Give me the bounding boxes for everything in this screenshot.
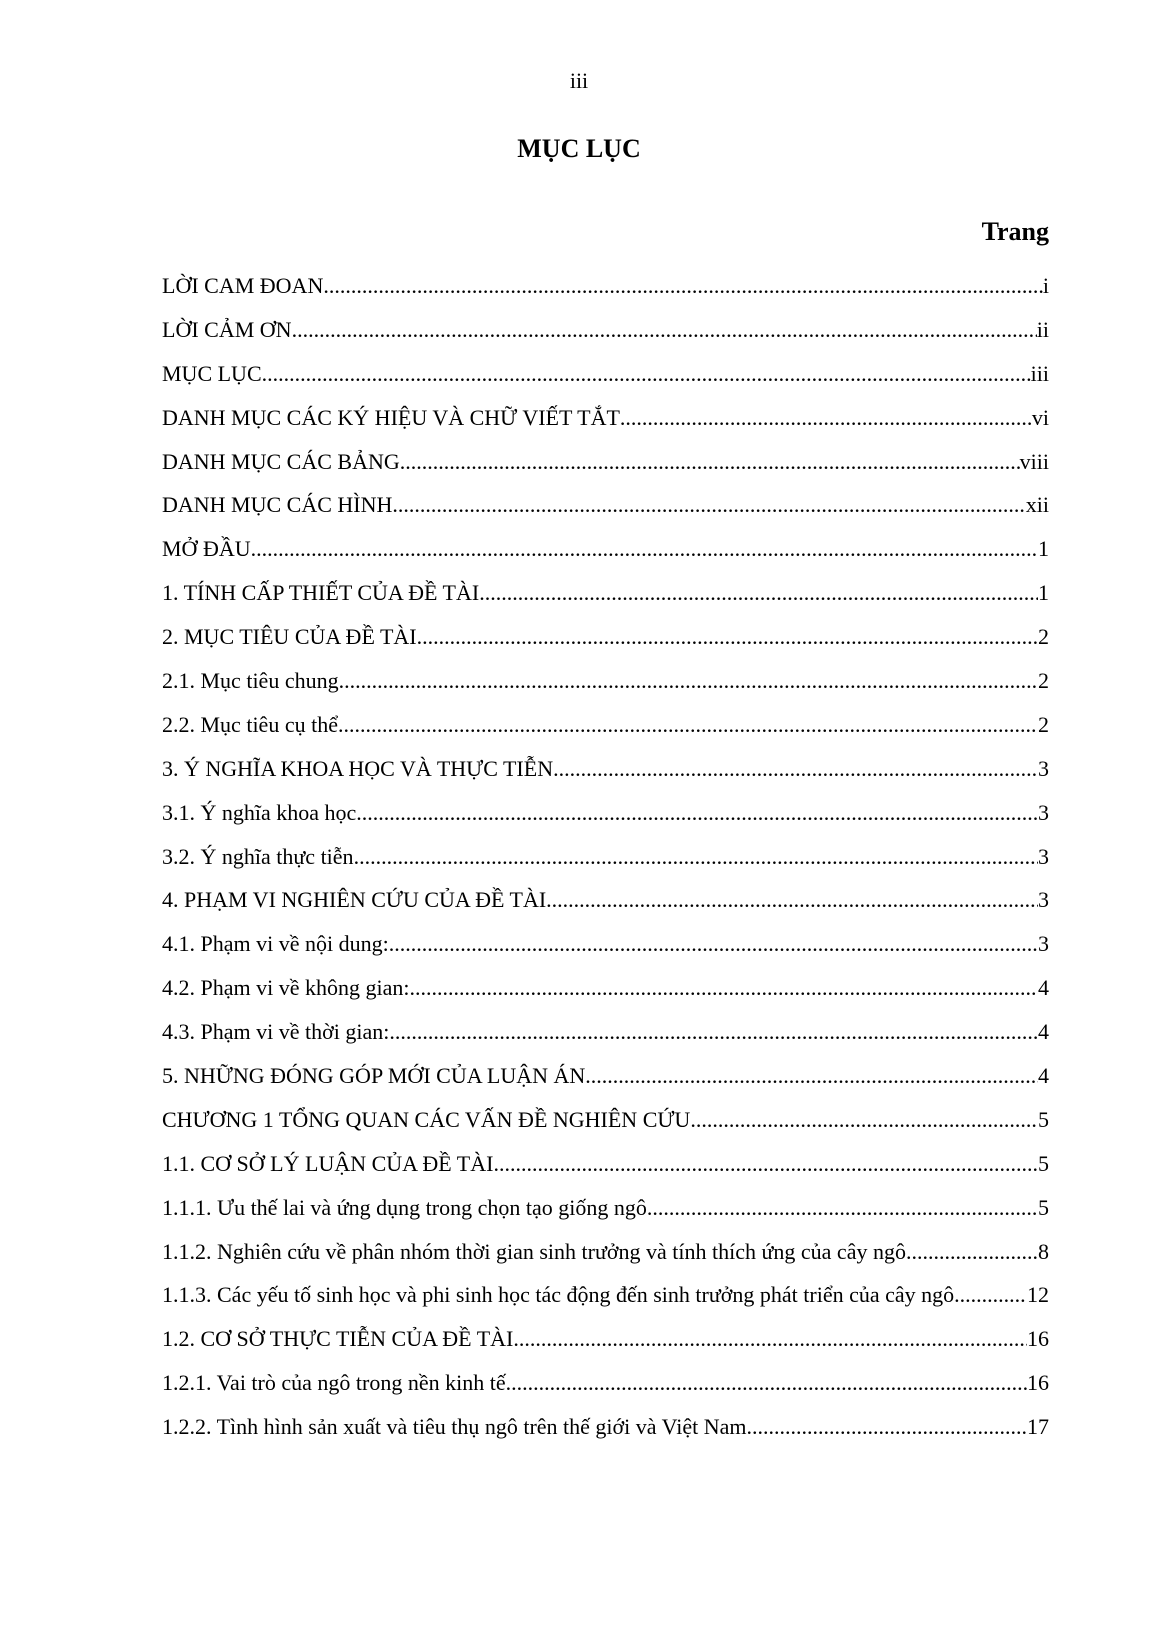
toc-entry: [162, 1014, 1049, 1058]
toc-entry: [162, 795, 1049, 839]
toc-entry-page: 3: [1038, 843, 1049, 869]
toc-entry-page: xii: [1025, 492, 1049, 518]
toc-entry: [162, 970, 1049, 1014]
toc-entry: [162, 926, 1049, 970]
toc-entry-page: 4: [1038, 975, 1049, 1001]
toc-entry: [162, 1190, 1049, 1234]
toc-entry-page: viii: [1019, 448, 1049, 474]
toc-entry-title: 1.1.2. Nghiên cứu về phân nhóm thời gian sinh trưởng và tính thích ứng của cây ngô: [162, 1238, 906, 1264]
toc-dot-leader: [690, 1102, 1038, 1138]
toc-entry-title: 3. Ý NGHĨA KHOA HỌC VÀ THỰC TIỄN: [162, 755, 554, 781]
toc-dot-leader: [400, 444, 1020, 480]
toc-entry-title: 1.2. CƠ SỞ THỰC TIỄN CỦA ĐỀ TÀI: [162, 1326, 514, 1352]
table-of-contents: [162, 268, 1049, 1453]
toc-dot-leader: [392, 487, 1025, 523]
toc-entry: [162, 707, 1049, 751]
toc-entry-title: 3.1. Ý nghĩa khoa học: [162, 799, 357, 825]
toc-entry-page: 2: [1038, 711, 1049, 737]
toc-dot-leader: [251, 531, 1038, 567]
toc-dot-leader: [513, 1321, 1027, 1357]
toc-entry-title: 2.2. Mục tiêu cụ thể: [162, 711, 338, 737]
toc-entry-page: 16: [1027, 1326, 1049, 1352]
toc-entry-title: DANH MỤC CÁC KÝ HIỆU VÀ CHỮ VIẾT TẮT: [162, 404, 620, 430]
toc-entry-title: 1. TÍNH CẤP THIẾT CỦA ĐỀ TÀI: [162, 580, 480, 606]
toc-dot-leader: [323, 268, 1043, 304]
toc-entry-title: MỞ ĐẦU: [162, 536, 251, 562]
toc-entry: [162, 619, 1049, 663]
toc-entry: [162, 575, 1049, 619]
toc-entry-title: LỜI CẢM ƠN: [162, 316, 292, 342]
toc-dot-leader: [493, 1146, 1038, 1182]
toc-dot-leader: [292, 312, 1037, 348]
toc-entry-page: 2: [1038, 668, 1049, 694]
toc-entry-title: 4.3. Phạm vi về thời gian:.: [162, 1019, 395, 1045]
toc-dot-leader: [553, 751, 1038, 787]
toc-dot-leader: [546, 882, 1038, 918]
toc-entry-page: 3: [1038, 755, 1049, 781]
toc-entry-page: 12: [1027, 1282, 1049, 1308]
toc-entry-page: 2: [1038, 624, 1049, 650]
toc-dot-leader: [339, 663, 1038, 699]
toc-dot-leader: [506, 1365, 1027, 1401]
toc-dot-leader: [906, 1234, 1038, 1270]
toc-entry-title: MỤC LỤC: [162, 360, 262, 386]
toc-entry-page: 5: [1038, 1194, 1049, 1220]
toc-entry-page: 16: [1027, 1370, 1049, 1396]
toc-entry: [162, 663, 1049, 707]
toc-dot-leader: [746, 1409, 1027, 1445]
toc-entry-title: 5. NHỮNG ĐÓNG GÓP MỚI CỦA LUẬN ÁN: [162, 1063, 586, 1089]
toc-entry-page: 3: [1038, 887, 1049, 913]
toc-entry: [162, 1321, 1049, 1365]
toc-entry-page: 4: [1038, 1063, 1049, 1089]
toc-entry-page: ii: [1036, 316, 1049, 342]
toc-entry-page: vi: [1031, 404, 1049, 430]
toc-dot-leader: [479, 575, 1038, 611]
toc-entry: [162, 356, 1049, 400]
toc-entry-page: 1: [1038, 580, 1049, 606]
toc-dot-leader: [647, 1190, 1038, 1226]
toc-entry: [162, 1058, 1049, 1102]
toc-dot-leader: [585, 1058, 1038, 1094]
toc-entry: [162, 444, 1049, 488]
toc-dot-leader: [415, 970, 1038, 1006]
toc-dot-leader: [354, 839, 1038, 875]
toc-dot-leader: [338, 707, 1038, 743]
page-column-header: Trang: [981, 217, 1049, 246]
toc-dot-leader: [262, 356, 1031, 392]
toc-entry-title: 3.2. Ý nghĩa thực tiễn: [162, 843, 354, 869]
toc-entry: [162, 487, 1049, 531]
toc-entry-page: 5: [1038, 1150, 1049, 1176]
toc-entry-page: iii: [1030, 360, 1049, 386]
toc-dot-leader: [417, 619, 1038, 655]
toc-entry-title: DANH MỤC CÁC HÌNH: [162, 492, 393, 518]
toc-entry: [162, 268, 1049, 312]
toc-entry-page: 17: [1027, 1414, 1049, 1440]
document-title: MỤC LỤC: [517, 134, 641, 163]
toc-entry-title: 1.2.2. Tình hình sản xuất và tiêu thụ ngô trên thế giới và Việt Nam: [162, 1414, 747, 1440]
toc-dot-leader: [395, 1014, 1038, 1050]
toc-entry: [162, 400, 1049, 444]
toc-entry-title: 4.1. Phạm vi về nội dung:.: [162, 931, 395, 957]
toc-dot-leader: [394, 926, 1038, 962]
toc-entry: [162, 531, 1049, 575]
toc-entry-title: 4. PHẠM VI NGHIÊN CỨU CỦA ĐỀ TÀI: [162, 887, 547, 913]
toc-entry-page: 4: [1038, 1019, 1049, 1045]
toc-entry-page: i: [1042, 273, 1049, 298]
toc-entry: [162, 1102, 1049, 1146]
toc-entry-page: 3: [1038, 799, 1049, 825]
toc-entry-title: CHƯƠNG 1 TỔNG QUAN CÁC VẤN ĐỀ NGHIÊN CỨU: [162, 1106, 691, 1132]
toc-entry-title: 2. MỤC TIÊU CỦA ĐỀ TÀI: [162, 624, 417, 650]
toc-entry: [162, 1365, 1049, 1409]
page-number: iii: [569, 68, 589, 93]
toc-entry: [162, 312, 1049, 356]
toc-entry-page: 1: [1038, 536, 1049, 562]
toc-entry-title: 2.1. Mục tiêu chung: [162, 668, 339, 694]
toc-entry: [162, 1409, 1049, 1453]
toc-entry-title: 4.2. Phạm vi về không gian:.: [162, 975, 415, 1001]
toc-entry-page: 5: [1038, 1106, 1049, 1132]
toc-entry-title: 1.2.1. Vai trò của ngô trong nền kinh tế: [162, 1370, 506, 1396]
toc-entry: [162, 751, 1049, 795]
toc-dot-leader: [954, 1277, 1027, 1313]
toc-entry-title: 1.1.3. Các yếu tố sinh học và phi sinh học tác động đến sinh trưởng phát triển của cây ngô: [162, 1282, 955, 1308]
toc-entry-page: 8: [1038, 1238, 1049, 1264]
toc-entry-title: 1.1. CƠ SỞ LÝ LUẬN CỦA ĐỀ TÀI: [162, 1150, 494, 1176]
toc-entry-title: LỜI CAM ĐOAN: [162, 273, 324, 298]
toc-entry: [162, 839, 1049, 883]
toc-entry: [162, 882, 1049, 926]
toc-entry: [162, 1277, 1049, 1321]
toc-entry-title: DANH MỤC CÁC BẢNG: [162, 448, 400, 474]
toc-dot-leader: [356, 795, 1038, 831]
toc-entry: [162, 1234, 1049, 1278]
toc-entry-title: 1.1.1. Ưu thế lai và ứng dụng trong chọn tạo giống ngô: [162, 1194, 647, 1220]
toc-entry: [162, 1146, 1049, 1190]
toc-dot-leader: [620, 400, 1032, 436]
toc-entry-page: 3: [1038, 931, 1049, 957]
